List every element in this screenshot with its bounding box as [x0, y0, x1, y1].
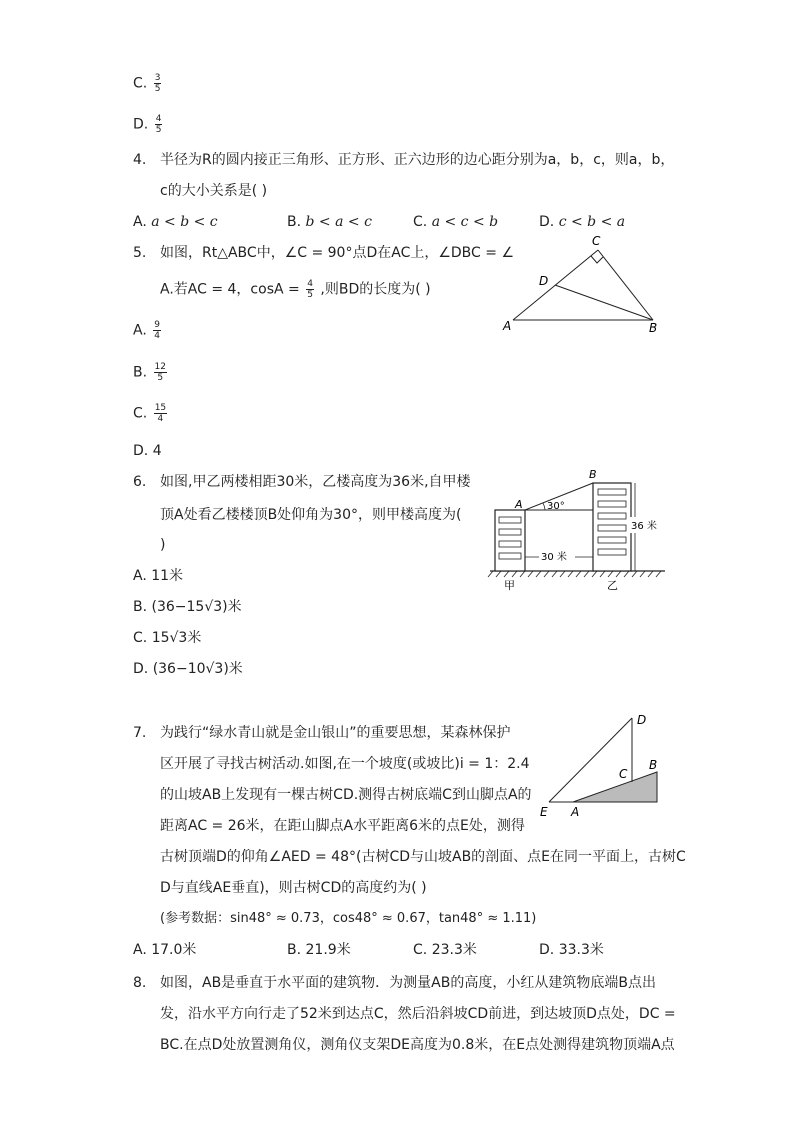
q7-reference-data: (参考数据：sin48° ≈ 0.73，cos48° ≈ 0.67，tan48° ≈ 1.11) [160, 911, 537, 926]
label-a: A [571, 805, 580, 819]
label-b: B [589, 468, 597, 481]
q8-stem-line1: 如图，AB是垂直于水平面的建筑物．为测量AB的高度，小红从建筑物底端B点出 [160, 975, 656, 991]
q5-option-c[interactable]: C. $\frac{15}{4}$ [133, 403, 167, 424]
q3-option-d[interactable]: D. $\frac{4}{5}$ [133, 114, 162, 135]
q6-stem-line3: ) [160, 537, 166, 553]
label-a: A [515, 498, 523, 511]
q6-buildings-figure [485, 465, 670, 595]
label-c: C [619, 767, 628, 781]
q6-number: 6. [133, 474, 147, 490]
q8-stem-line2: 发，沿水平方向行走了52米到达点C，然后沿斜坡CD前进，到达坡顶D点处，DC = [160, 1006, 676, 1022]
distance-label: 30 米 [541, 552, 567, 563]
q7-stem-line5: 古树顶端D的仰角∠AED = 48°(古树CD与山坡AB的剖面、点E在同一平面上，古树C [160, 849, 686, 865]
q5-option-d[interactable]: D. 4 [133, 443, 162, 459]
angle-label: 30° [547, 501, 565, 512]
q4-option-a[interactable]: A. a < b < c [133, 214, 218, 230]
q5-option-b[interactable]: B. $\frac{12}{5}$ [133, 362, 166, 383]
q4-number: 4. [133, 152, 147, 168]
q7-number: 7. [133, 725, 147, 741]
q4-stem-line1: 半径为R的圆内接正三角形、正方形、正六边形的边心距分别为a，b，c，则a，b， [160, 152, 675, 168]
label-b: B [649, 321, 658, 335]
label-c: C [592, 234, 601, 248]
q4-option-b[interactable]: B. b < a < c [287, 214, 372, 230]
q7-option-c[interactable]: C. 23.3米 [413, 942, 477, 958]
building-label-jia: 甲 [504, 579, 515, 592]
q5-option-a[interactable]: A. $\frac{9}{4}$ [133, 320, 160, 341]
fraction: $\frac{4}{5}$ [307, 279, 313, 300]
q6-stem-line1: 如图,甲乙两楼相距30米，乙楼高度为36米,自甲楼 [160, 474, 471, 490]
height-label: 36 米 [631, 521, 657, 532]
q7-slope-figure [535, 710, 665, 825]
q8-number: 8. [133, 975, 147, 991]
q7-stem-line1: 为践行“绿水青山就是金山银山”的重要思想，某森林保护 [160, 725, 511, 741]
q7-stem-line2: 区开展了寻找古树活动.如图,在一个坡度(或坡比)i = 1：2.4 [160, 756, 530, 772]
q5-number: 5. [133, 245, 147, 261]
q5-triangle-figure [495, 230, 670, 335]
label-d: D [539, 274, 549, 288]
label-a: A [503, 319, 512, 333]
fraction: $\frac{3}{5}$ [154, 73, 161, 94]
q4-stem-line2: c的大小关系是( ) [160, 183, 268, 199]
q5-stem-line1: 如图，Rt△ABC中，∠C = 90°点D在AC上，∠DBC = ∠ [160, 245, 514, 261]
label-b: B [649, 758, 658, 772]
q7-stem-line3: 的山坡AB上发现有一棵古树CD.测得古树底端C到山脚点A的 [160, 787, 532, 803]
building-label-yi: 乙 [607, 579, 618, 592]
q6-stem-line2: 顶A处看乙楼楼顶B处仰角为30°，则甲楼高度为( [160, 507, 462, 523]
q7-stem-line6: D与直线AE垂直)，则古树CD的高度约为( ) [160, 880, 427, 896]
q5-stem-line2: A.若AC = 4，cosA = $\frac{4}{5}$ ,则BD的长度为( ) [160, 279, 431, 300]
q7-option-d[interactable]: D. 33.3米 [539, 942, 604, 958]
q4-option-c[interactable]: C. a < c < b [413, 214, 499, 230]
fraction: $\frac{4}{5}$ [155, 114, 162, 135]
q6-option-d[interactable]: D. (36−10√3)米 [133, 661, 243, 677]
q8-stem-line3: BC.在点D处放置测角仪，测角仪支架DE高度为0.8米，在E点处测得建筑物顶端A点 [160, 1037, 675, 1053]
label-e: E [540, 805, 548, 819]
q7-option-b[interactable]: B. 21.9米 [287, 942, 351, 958]
q7-stem-line4: 距离AC = 26米，在距山脚点A水平距离6米的点E处，测得 [160, 818, 525, 834]
q6-option-a[interactable]: A. 11米 [133, 568, 184, 584]
q7-option-a[interactable]: A. 17.0米 [133, 942, 197, 958]
q6-option-b[interactable]: B. (36−15√3)米 [133, 599, 242, 615]
q3-option-c[interactable]: C. $\frac{3}{5}$ [133, 73, 161, 94]
q4-option-d[interactable]: D. c < b < a [539, 214, 626, 230]
q6-option-c[interactable]: C. 15√3米 [133, 630, 202, 646]
label-d: D [637, 713, 647, 727]
